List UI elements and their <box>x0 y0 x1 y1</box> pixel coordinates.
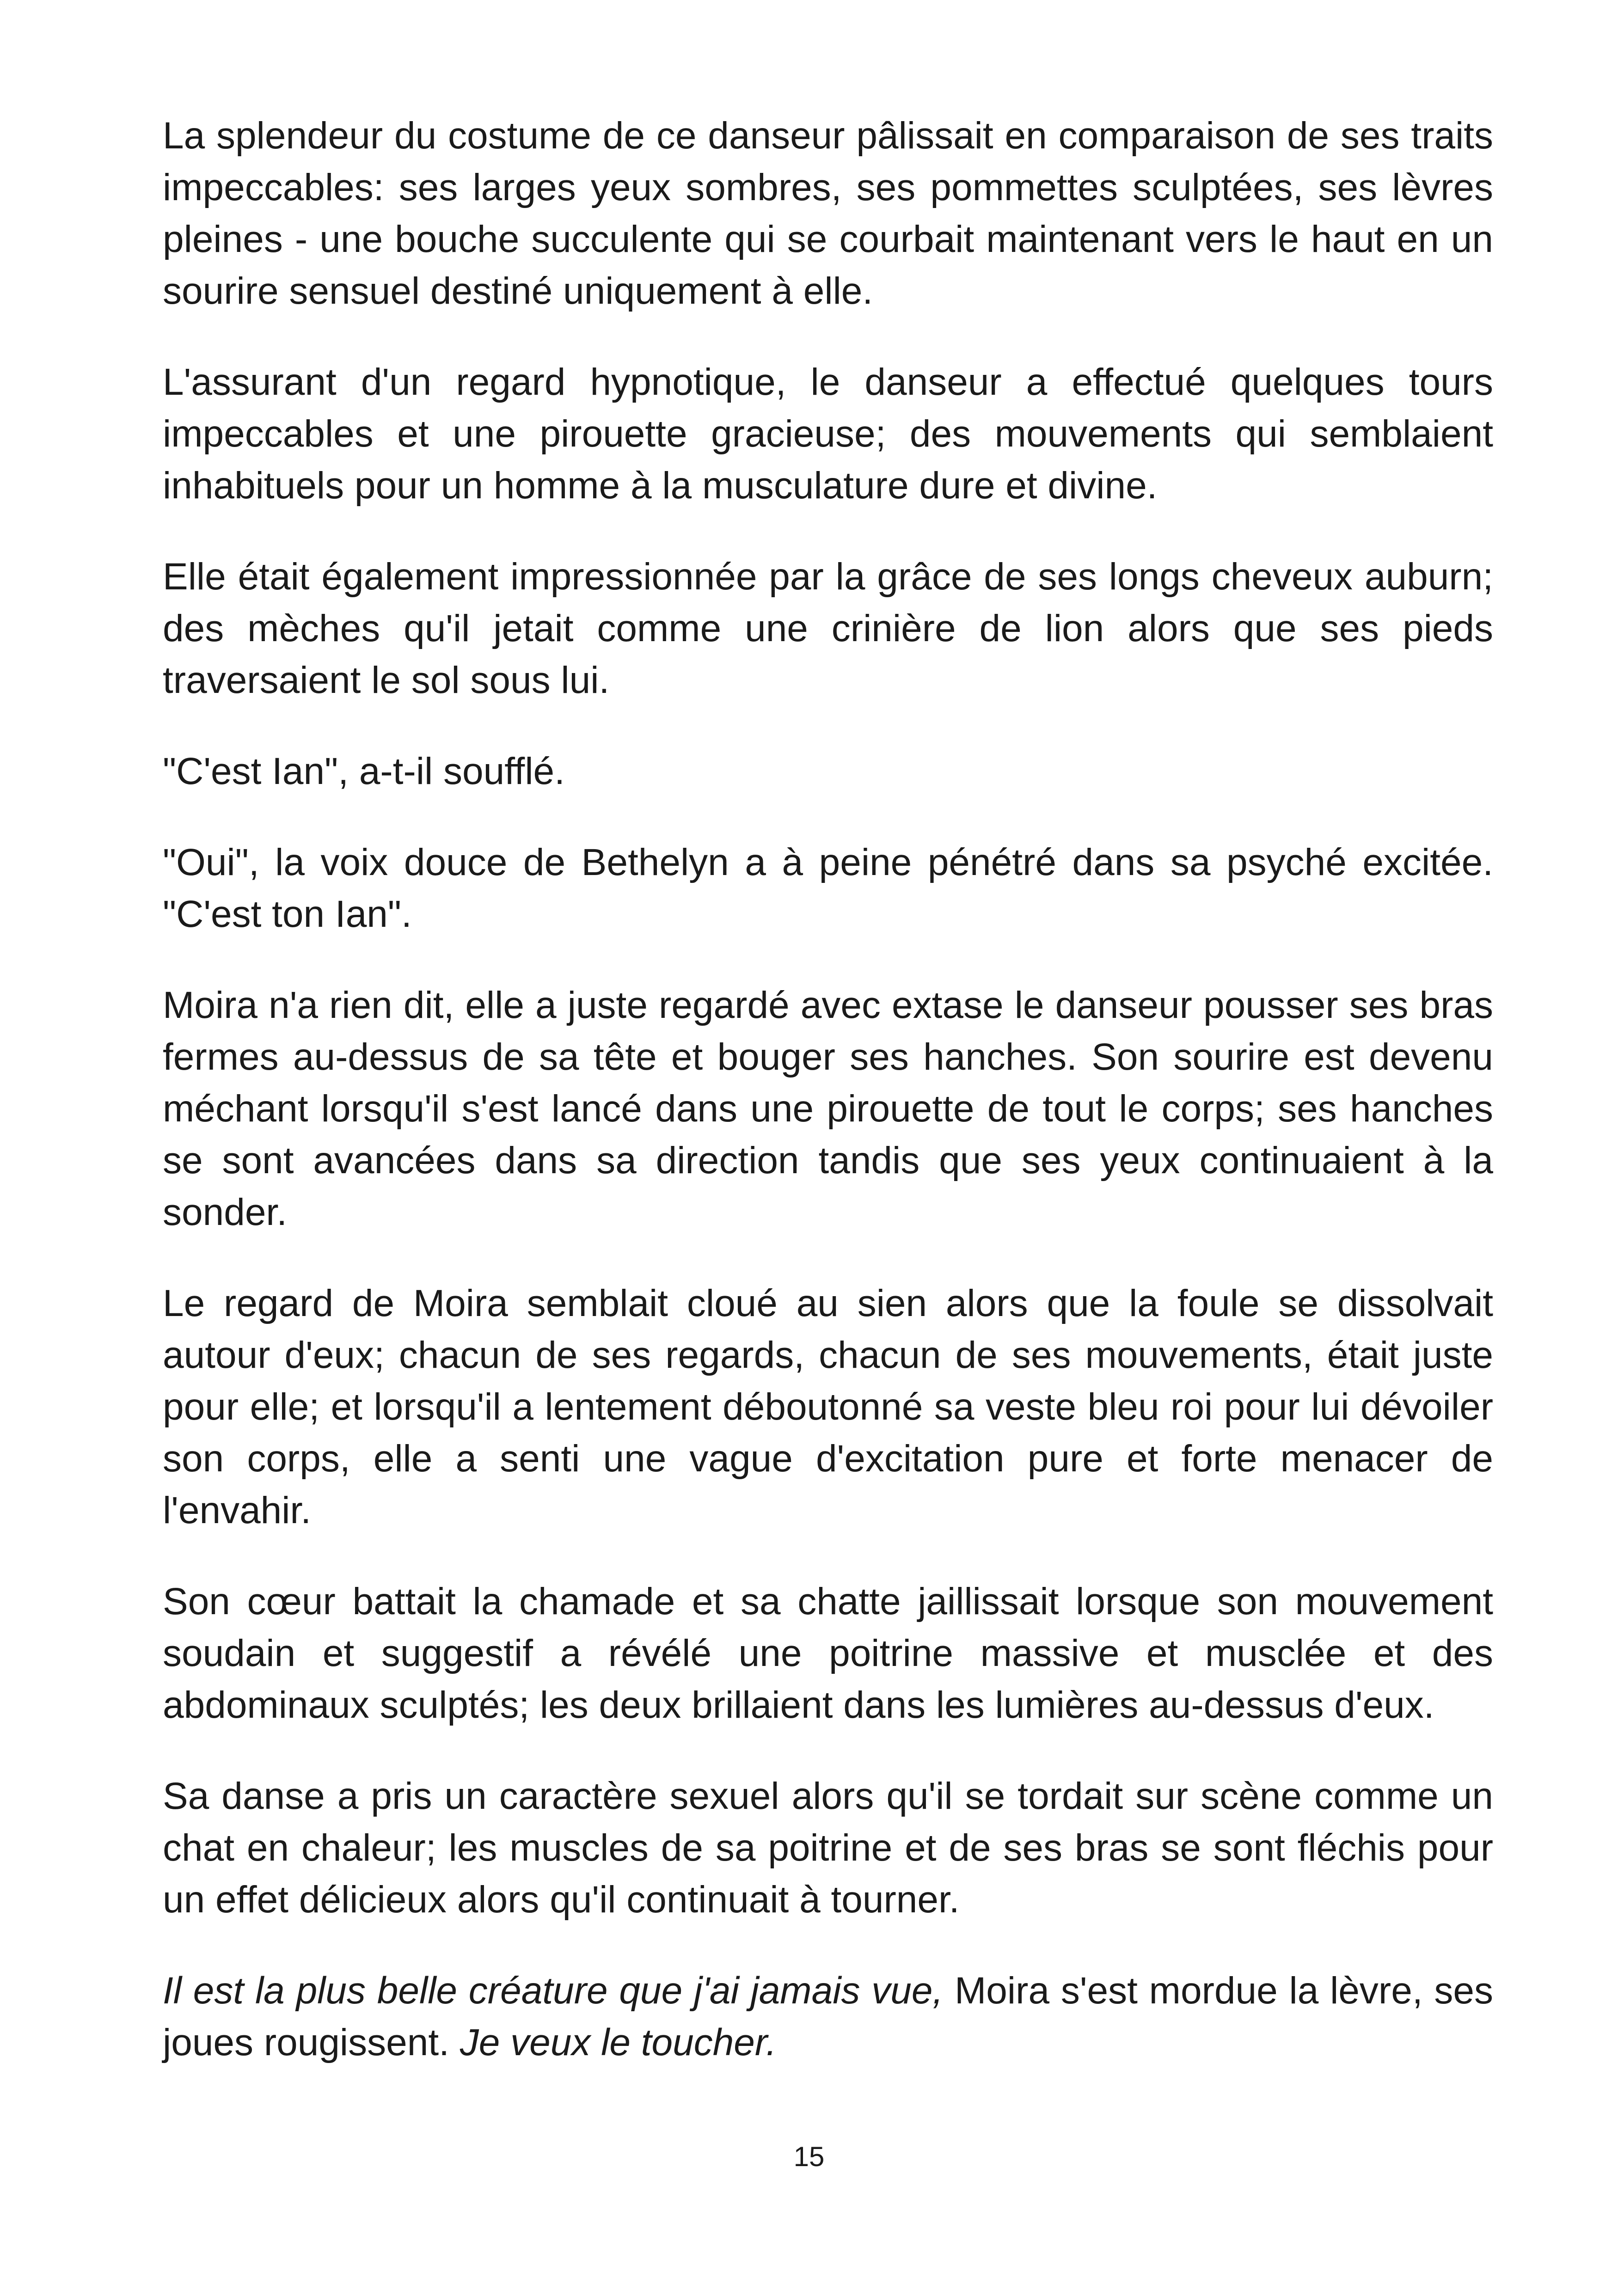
italic-thought-2: Je veux le toucher. <box>460 2021 777 2063</box>
paragraph-9: Sa danse a pris un caractère sexuel alors qu'il se tordait sur scène comme un chat en chaleur; les muscles de sa poitrine et de ses bras se sont fléchis pour un effet délicieux alors qu'il continuait à tourner. <box>163 1775 1493 1921</box>
paragraph-2: L'assurant d'un regard hypnotique, le danseur a effectué quelques tours impeccables et une pirouette gracieuse; des mouvements qui semblaient inhabituels pour un homme à la musculature dure et divine. <box>163 361 1493 507</box>
body-text <box>163 110 1493 2108</box>
page-number: 15 <box>793 2141 825 2172</box>
italic-thought-1: Il est la plus belle créature que j'ai jamais vue, <box>163 1970 944 2012</box>
paragraph-5: "Oui", la voix douce de Bethelyn a à peine pénétré dans sa psyché excitée. "C'est ton Ian". <box>163 841 1493 935</box>
paragraph-7: Le regard de Moira semblait cloué au sien alors que la foule se dissolvait autour d'eux; chacun de ses regards, chacun de ses mouvements, était juste pour elle; et lorsqu'il a lentement déboutonné sa veste bleu roi pour lui dévoiler son corps, elle a senti une vague d'excitation pure et forte menacer de l'envahir. <box>163 1282 1493 1531</box>
paragraph-8: Son cœur battait la chamade et sa chatte jaillissait lorsque son mouvement soudain et suggestif a révélé une poitrine massive et musclée et des abdominaux sculptés; les deux brillaient dans les lumières au-dessus d'eux. <box>163 1580 1493 1726</box>
paragraph-3: Elle était également impressionnée par la grâce de ses longs cheveux auburn; des mèches qu'il jetait comme une crinière de lion alors que ses pieds traversaient le sol sous lui. <box>163 556 1493 701</box>
paragraph-1: La splendeur du costume de ce danseur pâlissait en comparaison de ses traits impeccables: ses larges yeux sombres, ses pommettes sculptées, ses lèvres pleines - une bouche succulente qui se courbait maintenant vers le haut en un sourire sensuel destiné uniquement à elle. <box>163 115 1493 312</box>
narration-text: Moira s'est mordue la lèvre, ses joues rougissent. <box>163 1970 1493 2063</box>
paragraph-6: Moira n'a rien dit, elle a juste regardé avec extase le danseur pousser ses bras fermes au-dessus de sa tête et bouger ses hanches. Son sourire est devenu méchant lorsqu'il s'est lancé dans une pirouette de tout le corps; ses hanches se sont avancées dans sa direction tandis que ses yeux continuaient à la sonder. <box>163 984 1493 1233</box>
paragraph-4: "C'est Ian", a-t-il soufflé. <box>163 750 565 792</box>
paragraph-10 <box>163 1965 1493 2069</box>
